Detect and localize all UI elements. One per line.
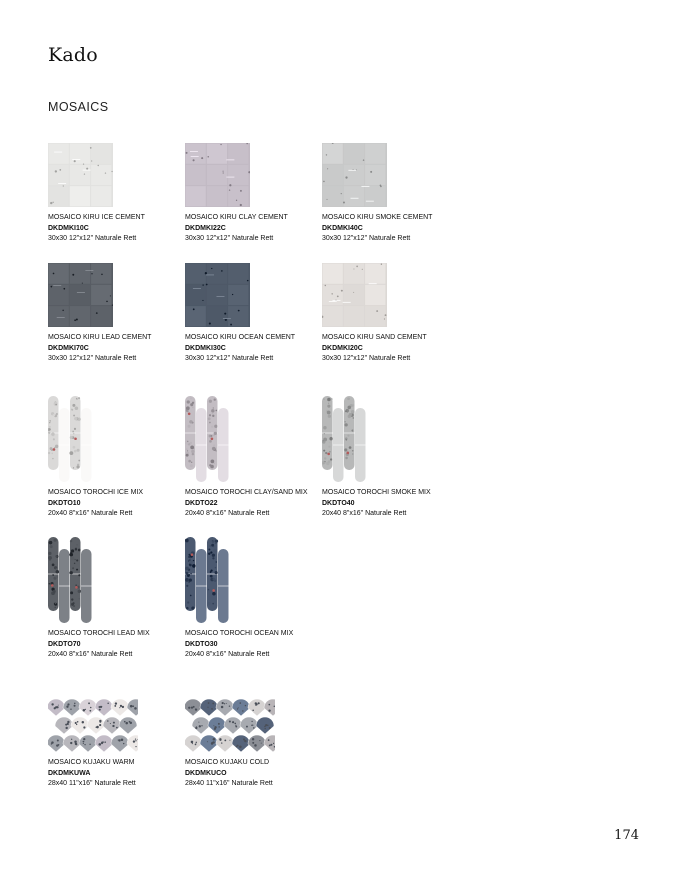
product-card	[48, 396, 178, 520]
product-name: MOSAICO TOROCHI ICE MIX	[48, 489, 144, 496]
torochi-tile-swatch	[48, 537, 92, 623]
product-name: MOSAICO KIRU ICE CEMENT	[48, 214, 145, 221]
product-name: MOSAICO KIRU CLAY CEMENT	[185, 214, 288, 221]
product-card	[322, 263, 452, 365]
product-code: DKDMKI40C	[322, 224, 363, 232]
product-card	[48, 263, 178, 365]
product-card	[185, 688, 315, 790]
product-swatch	[48, 396, 178, 482]
product-card	[48, 143, 178, 245]
kiru-tile-swatch	[322, 263, 387, 327]
kujaku-tile-swatch	[185, 688, 275, 752]
product-swatch	[48, 688, 178, 752]
product-size: 30x30 12"x12" Naturale Rett	[48, 235, 137, 242]
product-card	[48, 537, 178, 661]
page-number: 174	[614, 828, 639, 843]
product-name: MOSAICO TOROCHI SMOKE MIX	[322, 489, 431, 496]
torochi-tile-swatch	[322, 396, 366, 482]
product-code: DKDTO30	[185, 640, 218, 648]
product-size: 30x30 12"x12" Naturale Rett	[322, 355, 411, 362]
product-size: 30x30 12"x12" Naturale Rett	[185, 355, 274, 362]
kujaku-tile-swatch	[48, 688, 138, 752]
product-code: DKDMKI30C	[185, 344, 226, 352]
product-swatch	[185, 143, 315, 207]
product-code: DKDMKI20C	[322, 344, 363, 352]
product-size: 30x30 12"x12" Naturale Rett	[322, 235, 411, 242]
product-code: DKDTO10	[48, 499, 81, 507]
product-name: MOSAICO TOROCHI CLAY/SAND MIX	[185, 489, 308, 496]
product-code: DKDTO40	[322, 499, 355, 507]
product-card	[48, 688, 178, 790]
torochi-tile-swatch	[185, 396, 229, 482]
product-card	[322, 396, 452, 520]
product-size: 30x30 12"x12" Naturale Rett	[48, 355, 137, 362]
product-name: MOSAICO KIRU OCEAN CEMENT	[185, 334, 296, 341]
product-code: DKDTO22	[185, 499, 218, 507]
product-swatch	[185, 537, 315, 623]
product-name: MOSAICO TOROCHI OCEAN MIX	[185, 630, 294, 637]
product-name: MOSAICO TOROCHI LEAD MIX	[48, 630, 150, 637]
product-code: DKDMKI70C	[48, 344, 89, 352]
torochi-tile-swatch	[48, 396, 92, 482]
product-name: MOSAICO KUJAKU WARM	[48, 759, 135, 766]
product-swatch	[322, 143, 452, 207]
product-swatch	[185, 396, 315, 482]
brand-logo: Kado	[48, 44, 98, 66]
kiru-tile-swatch	[185, 263, 250, 327]
kiru-tile-swatch	[48, 263, 113, 327]
product-swatch	[322, 396, 452, 482]
product-size: 28x40 11"x16" Naturale Rett	[185, 780, 273, 787]
product-size: 20x40 8"x16" Naturale Rett	[322, 510, 407, 517]
section-title: MOSAICS	[48, 100, 109, 114]
product-code: DKDMKI10C	[48, 224, 89, 232]
kiru-tile-swatch	[322, 143, 387, 207]
product-name: MOSAICO KIRU LEAD CEMENT	[48, 334, 152, 341]
product-name: MOSAICO KIRU SAND CEMENT	[322, 334, 427, 341]
product-card	[185, 143, 315, 245]
product-size: 20x40 8"x16" Naturale Rett	[48, 510, 133, 517]
product-swatch	[185, 263, 315, 327]
kiru-tile-swatch	[185, 143, 250, 207]
product-swatch	[48, 263, 178, 327]
product-code: DKDMKUCO	[185, 769, 227, 777]
product-code: DKDMKUWA	[48, 769, 91, 777]
product-card	[322, 143, 452, 245]
product-code: DKDMKI22C	[185, 224, 226, 232]
product-card	[185, 396, 315, 520]
product-card	[185, 537, 315, 661]
product-size: 20x40 8"x16" Naturale Rett	[48, 651, 133, 658]
product-size: 20x40 8"x16" Naturale Rett	[185, 651, 270, 658]
kiru-tile-swatch	[48, 143, 113, 207]
product-swatch	[48, 537, 178, 623]
product-code: DKDTO70	[48, 640, 81, 648]
product-size: 28x40 11"x16" Naturale Rett	[48, 780, 136, 787]
torochi-tile-swatch	[185, 537, 229, 623]
product-size: 30x30 12"x12" Naturale Rett	[185, 235, 274, 242]
product-swatch	[185, 688, 315, 752]
product-name: MOSAICO KUJAKU COLD	[185, 759, 270, 766]
product-name: MOSAICO KIRU SMOKE CEMENT	[322, 214, 433, 221]
product-swatch	[322, 263, 452, 327]
product-size: 20x40 8"x16" Naturale Rett	[185, 510, 270, 517]
product-card	[185, 263, 315, 365]
product-swatch	[48, 143, 178, 207]
